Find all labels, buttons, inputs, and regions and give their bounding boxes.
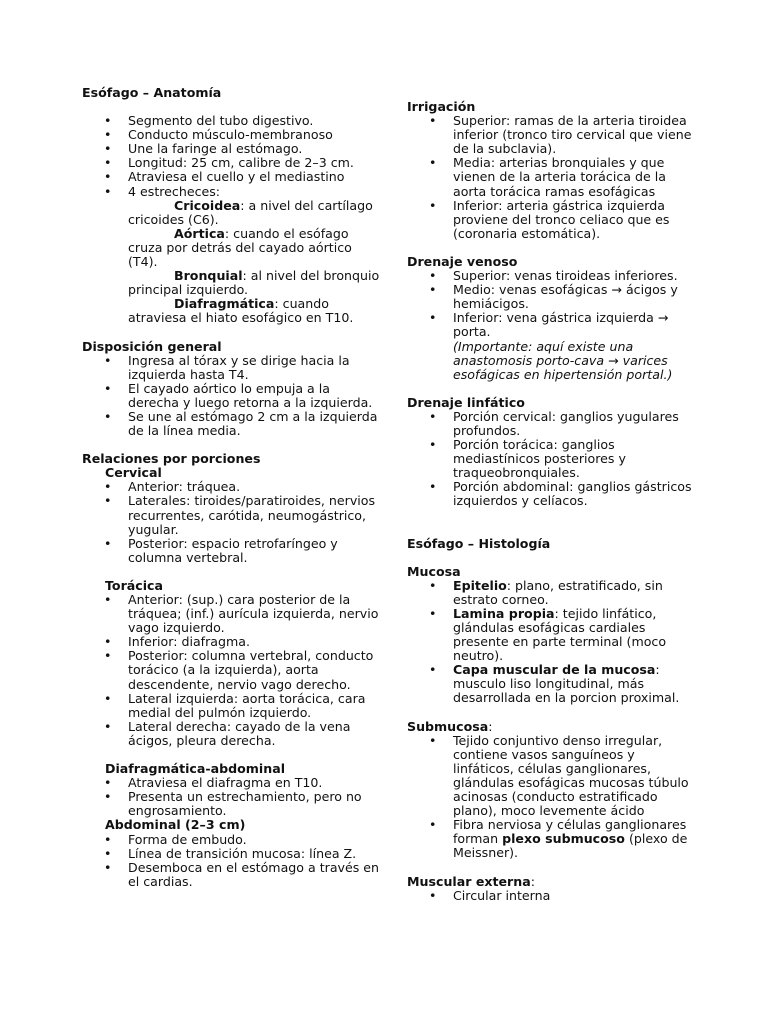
estrechez-term: Bronquial <box>174 268 243 284</box>
cervical-list <box>82 480 382 565</box>
estrechez-text: : al nivel del bronquio principal izquierdo. <box>128 268 380 298</box>
mucosa-list <box>407 579 697 706</box>
list-item: • Conducto músculo-membranoso <box>82 128 382 142</box>
submucosa-heading <box>407 720 697 734</box>
mucosa-title: Mucosa <box>407 563 461 579</box>
estrechez-term: Diafragmática <box>174 296 275 312</box>
list-item: • Longitud: 25 cm, calibre de 2–3 cm. <box>82 156 382 170</box>
list-item <box>407 607 697 663</box>
list-item: • Ingresa al tórax y se dirige hacia la izquierda hasta T4. <box>82 354 382 382</box>
list-item: • Porción cervical: ganglios yugulares profundos. <box>407 410 697 438</box>
submucosa-title: Submucosa <box>407 718 489 734</box>
abdominal-title: Abdominal (2–3 cm) <box>105 817 246 833</box>
drenaje-venoso-title: Drenaje venoso <box>407 253 518 269</box>
list-item: • Forma de embudo. <box>82 833 382 847</box>
term-text: : musculo liso longitudinal, más desarrollada en la porcion proximal. <box>453 662 680 706</box>
list-item <box>407 818 697 860</box>
estrecheces-label: 4 estrecheces: <box>128 183 221 199</box>
list-item: • Superior: ramas de la arteria tiroidea inferior (tronco tiro cervical que viene de la subclavia). <box>407 114 697 156</box>
list-item <box>407 663 697 705</box>
abdominal-list <box>82 833 382 889</box>
list-item: • Se une al estómago 2 cm a la izquierda de la línea media. <box>82 410 382 438</box>
anatomia-section <box>82 86 382 326</box>
histologia-section <box>407 537 697 903</box>
list-item: • Atraviesa el diafragma en T10. <box>82 776 382 790</box>
irrigacion-section <box>407 100 697 241</box>
list-item: • Atraviesa el cuello y el mediastino <box>82 170 382 184</box>
histologia-title: Esófago – Histología <box>407 535 551 551</box>
list-item <box>407 311 697 381</box>
irrigacion-title: Irrigación <box>407 99 476 114</box>
plexo-post: (plexo de Meissner). <box>453 831 688 861</box>
muscular-title: Muscular externa <box>407 873 531 889</box>
list-item: • Anterior: tráquea. <box>82 480 382 494</box>
list-item: • Inferior: diafragma. <box>82 635 382 649</box>
right-column <box>407 0 697 903</box>
drenaje-linfatico-list <box>407 410 697 509</box>
term: Lamina propia <box>453 605 555 621</box>
relaciones-title: Relaciones por porciones <box>82 451 261 467</box>
submucosa-colon: : <box>488 718 493 734</box>
list-item: • Segmento del tubo digestivo. <box>82 114 382 128</box>
list-item-text: Inferior: vena gástrica izquierda → porta. <box>453 310 669 340</box>
submucosa-list <box>407 734 697 861</box>
muscular-heading <box>407 875 697 889</box>
term-text: : tejido linfático, glándulas esofágicas cardiales presente en parte terminal (moco neutro). <box>453 605 667 664</box>
drenaje-venoso-list <box>407 269 697 382</box>
list-item: • Porción abdominal: ganglios gástricos izquierdos y celíacos. <box>407 480 697 508</box>
term: Epitelio <box>453 577 507 593</box>
plexo-pre: Fibra nerviosa y células ganglionares forman <box>453 817 687 847</box>
list-item: • Medio: venas esofágicas → ácigos y hemiácigos. <box>407 283 697 311</box>
list-item: • Lateral derecha: cayado de la vena ácigos, pleura derecha. <box>82 720 382 748</box>
list-item: • Posterior: columna vertebral, conducto torácico (a la izquierda), aorta descendente, nervio vago derecho. <box>82 649 382 691</box>
list-item: • Media: arterias bronquiales y que vienen de la arteria torácica de la aorta torácica ramas esofágicas <box>407 156 697 198</box>
importante-note: (Importante: aquí existe una anastomosis porto-cava → varices esofágicas en hipertensión portal.) <box>453 338 673 382</box>
drenaje-venoso-section <box>407 255 697 382</box>
list-item: • Anterior: (sup.) cara posterior de la tráquea; (inf.) aurícula izquierda, nervio vago izquierdo. <box>82 593 382 635</box>
disposicion-title: Disposición general <box>82 338 222 354</box>
estrechez-text: : cuando el esófago cruza por detrás del cayado aórtico (T4). <box>128 225 352 270</box>
list-item <box>407 579 697 607</box>
estrechez-diafragmatica <box>128 297 382 325</box>
relaciones-section <box>82 452 382 889</box>
list-item: • Circular interna <box>407 889 697 903</box>
list-item: • Presenta un estrechamiento, pero no engrosamiento. <box>82 790 382 818</box>
list-item: • Lateral izquierda: aorta torácica, cara medial del pulmón izquierdo. <box>82 692 382 720</box>
drenaje-linfatico-section <box>407 396 697 509</box>
irrigacion-list <box>407 114 697 241</box>
list-item: • Superior: venas tiroideas inferiores. <box>407 269 697 283</box>
list-item: • Porción torácica: ganglios mediastínicos posteriores y traqueobronquiales. <box>407 438 697 480</box>
disposicion-section <box>82 340 382 439</box>
diafragmatica-title: Diafragmática-abdominal <box>105 761 286 777</box>
estrechez-text: : a nivel del cartílago cricoides (C6). <box>128 197 373 227</box>
list-item: • Tejido conjuntivo denso irregular, contiene vasos sanguíneos y linfáticos, células ganglionares, glándulas esofágicas mucosas túbulo acinosas (conducto estratificado plano), moco levemente ácido <box>407 734 697 819</box>
term-text: : plano, estratificado, sin estrato corneo. <box>453 577 663 607</box>
disposicion-list <box>82 354 382 439</box>
estrechez-text: : cuando atraviesa el hiato esofágico en T10. <box>128 296 354 326</box>
muscular-list <box>407 889 697 903</box>
muscular-colon: : <box>530 873 535 889</box>
list-item: • Línea de transición mucosa: línea Z. <box>82 847 382 861</box>
list-item: • El cayado aórtico lo empuja a la derecha y luego retorna a la izquierda. <box>82 382 382 410</box>
list-item: • Laterales: tiroides/paratiroides, nervios recurrentes, carótida, neumogástrico, yugular. <box>82 494 382 536</box>
left-column <box>82 0 382 889</box>
anatomia-title: Esófago – Anatomía <box>82 85 222 100</box>
list-item: • Desemboca en el estómago a través en el cardias. <box>82 861 382 889</box>
estrechez-term: Aórtica <box>174 225 225 241</box>
estrechez-aortica <box>128 227 382 269</box>
list-item: • Une la faringe al estómago. <box>82 142 382 156</box>
list-item <box>82 185 382 199</box>
list-item: • Posterior: espacio retrofaríngeo y columna vertebral. <box>82 537 382 565</box>
estrechez-cricoidea <box>128 199 382 227</box>
toracica-list <box>82 593 382 748</box>
estrechez-term: Cricoidea <box>174 197 241 213</box>
term: Capa muscular de la mucosa <box>453 662 656 678</box>
plexo-term: plexo submucoso <box>502 831 625 847</box>
drenaje-linfatico-title: Drenaje linfático <box>407 394 525 410</box>
cervical-title: Cervical <box>105 465 162 481</box>
estrecheces-list <box>82 199 382 326</box>
anatomia-list <box>82 114 382 199</box>
diafragmatica-list <box>82 776 382 818</box>
estrechez-bronquial <box>128 269 382 297</box>
list-item: • Inferior: arteria gástrica izquierda proviene del tronco celiaco que es (coronaria estomática). <box>407 199 697 241</box>
toracica-title: Torácica <box>105 577 164 593</box>
